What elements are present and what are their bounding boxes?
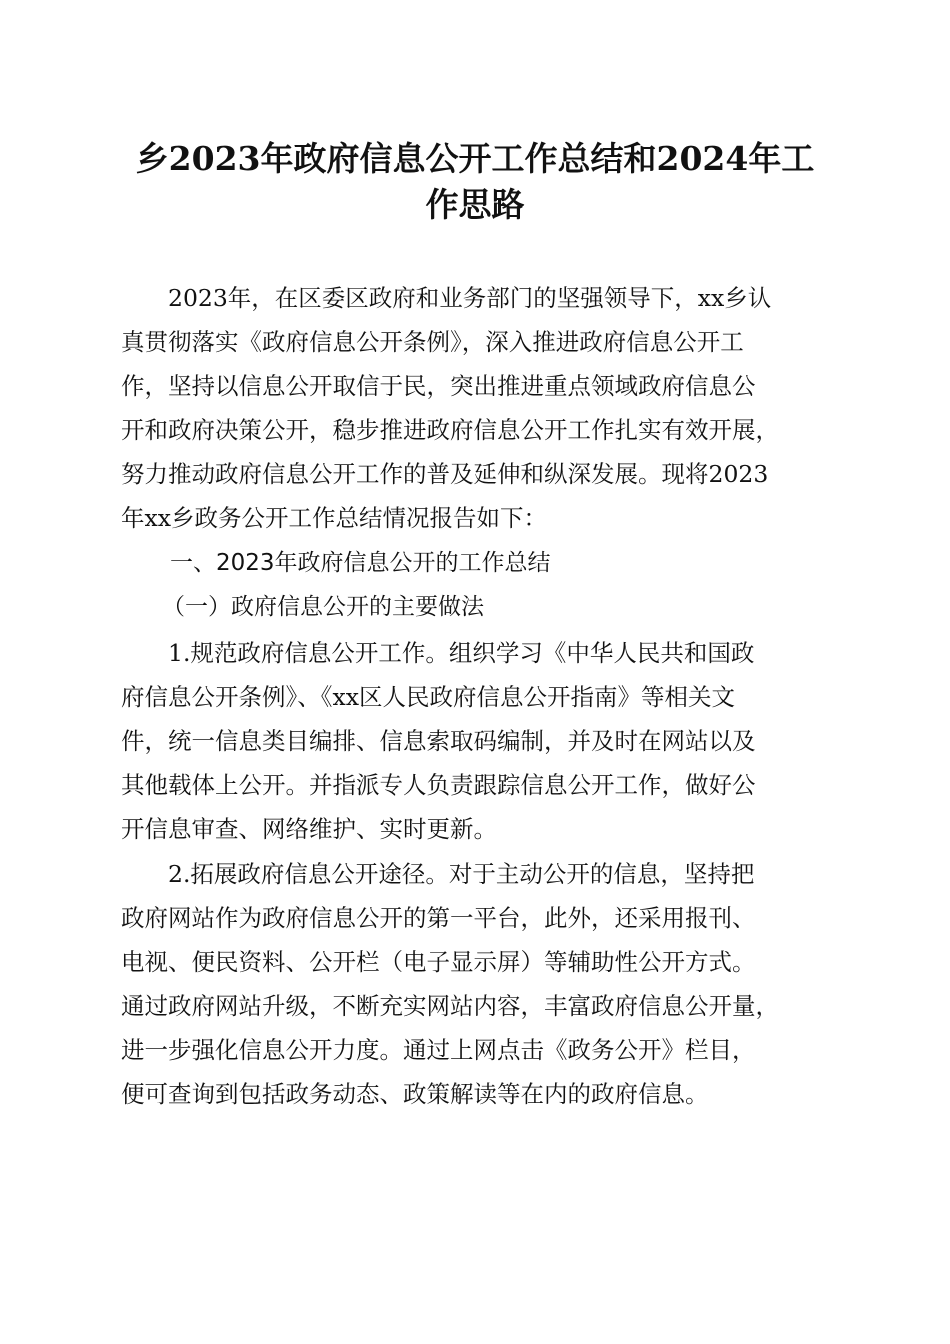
item-2-line-6: 便可查询到包括政务动态、政策解读等在内的政府信息。 [121, 1080, 709, 1108]
subsection-heading-1: （一）政府信息公开的主要做法 [162, 594, 484, 620]
intro-line-4: 开和政府决策公开，稳步推进政府信息公开工作扎实有效开展， [121, 416, 779, 444]
item-1-line-5: 开信息审查、网络维护、实时更新。 [121, 815, 497, 843]
item-2-line-4: 通过政府网站升级，不断充实网站内容，丰富政府信息公开量， [121, 992, 779, 1020]
item-1-line-3: 件，统一信息类目编排、信息索取码编制，并及时在网站以及 [121, 727, 756, 755]
item-2-line-3: 电视、便民资料、公开栏（电子显示屏）等辅助性公开方式。 [121, 948, 756, 976]
intro-line-5: 努力推动政府信息公开工作的普及延伸和纵深发展。现将2023 [121, 460, 769, 488]
item-1-line-4: 其他载体上公开。并指派专人负责跟踪信息公开工作，做好公 [121, 771, 756, 799]
intro-line-6: 年xx乡政务公开工作总结情况报告如下： [121, 504, 548, 532]
document-title-line-2: 作思路 [425, 185, 525, 224]
item-2-line-1: 2.拓展政府信息公开途径。对于主动公开的信息，坚持把 [168, 860, 755, 888]
section-heading-1: 一、2023年政府信息公开的工作总结 [170, 550, 551, 576]
intro-line-3: 作，坚持以信息公开取信于民，突出推进重点领域政府信息公 [121, 372, 756, 400]
intro-line-1: 2023年，在区委区政府和业务部门的坚强领导下，xx乡认 [168, 284, 772, 312]
item-2-line-5: 进一步强化信息公开力度。通过上网点击《政务公开》栏目， [121, 1036, 756, 1064]
intro-line-2: 真贯彻落实《政府信息公开条例》，深入推进政府信息公开工 [121, 328, 744, 356]
document-title-line-1: 乡2023年政府信息公开工作总结和2024年工 [135, 139, 815, 178]
item-1-line-1: 1.规范政府信息公开工作。组织学习《中华人民共和国政 [168, 639, 755, 667]
item-2-line-2: 政府网站作为政府信息公开的第一平台，此外，还采用报刊、 [121, 904, 756, 932]
item-1-line-2: 府信息公开条例》、《xx区人民政府信息公开指南》等相关文 [121, 683, 736, 711]
